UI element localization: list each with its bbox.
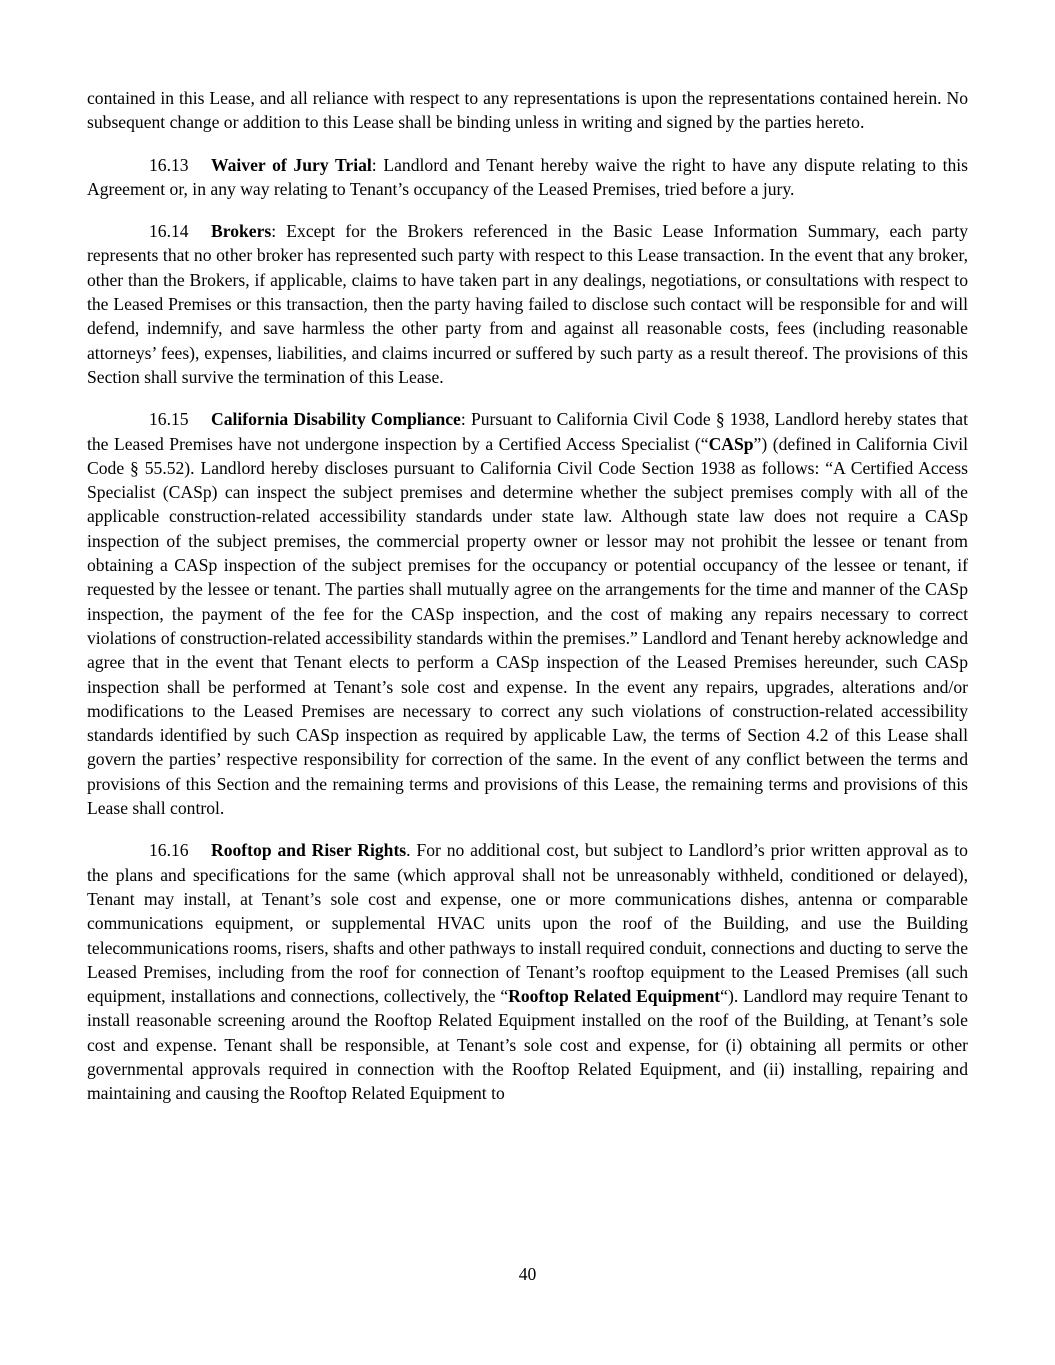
section-body-part-b: ”) (defined in California Civil Code § 55.52). Landlord hereby discloses pursuant to California Civil Code Section 1938 as follows: “A Certified Access Specialist (CASp) can inspect the subject premises and determine whether the subject premises comply with all of the applicable construction-related accessibility standards under state law. Although state law does not require a CASp inspection of the subject premises, the commercial property owner or lessor may not prohibit the lessee or tenant from obtaining a CASp inspection of the subject premises for the occupancy or potential occupancy of the lessee or tenant, if requested by the lessee or tenant. The parties shall mutually agree on the arrangements for the time and manner of the CASp inspection, the payment of the fee for the CASp inspection, and the cost of making any repairs necessary to correct violations of construction-related accessibility standards within the premises.” Landlord and Tenant hereby acknowledge and agree that in the event that Tenant elects to perform a CASp inspection of the Leased Premises hereunder, such CASp inspection shall be performed at Tenant’s sole cost and expense. In the event any repairs, upgrades, alterations and/or modifications to the Leased Premises are necessary to correct any such violations of construction-related accessibility standards identified by such CASp inspection as required by applicable Law, the terms of Section 4.2 of this Lease shall govern the parties’ respective responsibility for correction of the same. In the event of any conflict between the terms and provisions of this Section and the remaining terms and provisions of this Lease, the remaining terms and provisions of this Lease shall control. [87,433,969,819]
section-16-15 [87,407,968,820]
continuation-text: contained in this Lease, and all reliance with respect to any representations is upon the representations contained herein. No subsequent change or addition to this Lease shall be binding unless in writing and signed by the parties hereto. [87,88,968,133]
document-page [87,86,968,1124]
section-number: 16.15 [149,409,189,430]
section-heading: Brokers [211,221,272,242]
section-heading: Waiver of Jury Trial [211,154,372,175]
section-body: Landlord and Tenant hereby waive the right to have any dispute relating to this Agreement or, in any way relating to Tenant’s occupancy of the Leased Premises, tried before a jury. [87,154,968,199]
section-number: 16.16 [149,840,189,861]
section-body-part-a: For no additional cost, but subject to Landlord’s prior written approval as to the plans and specifications for the same (which approval shall not be unreasonably withheld, conditioned or delayed), Tenant may install, at Tenant’s sole cost and expense, one or more communications dishes, antenna or comparable communications equipment, or supplemental HVAC units upon the roof of the Building, and use the Building telecommunications rooms, risers, shafts and other pathways to install required conduit, connections and ducting to serve the Leased Premises, including from the roof for connection of Tenant’s rooftop equipment to the Leased Premises (all such equipment, installations and connections, collectively, the “ [87,840,968,1007]
section-16-13 [87,153,968,202]
section-separator: : [371,154,377,175]
section-16-16 [87,838,968,1105]
section-body: Except for the Brokers referenced in the Basic Lease Information Summary, each party represents that no other broker has represented such party with respect to this Lease transaction. In the event that any broker, other than the Brokers, if applicable, claims to have taken part in any dealings, negotiations, or consultations with respect to the Leased Premises or this transaction, then the party having failed to disclose such contact will be responsible for and will defend, indemnify, and save harmless the other party from and against all reasonable costs, fees (including reasonable attorneys’ fees), expenses, liabilities, and claims incurred or suffered by such party as a result thereof. The provisions of this Section shall survive the termination of this Lease. [87,221,968,387]
section-number: 16.13 [149,154,189,175]
section-separator: : [271,221,277,242]
section-body-part-b: “). Landlord may require Tenant to install reasonable screening around the Rooftop Related Equipment installed on the roof of the Building, at Tenant’s sole cost and expense. Tenant shall be responsible, at Tenant’s sole cost and expense, for (i) obtaining all permits or other governmental approvals required in connection with the Rooftop Related Equipment, and (ii) installing, repairing and maintaining and causing the Rooftop Related Equipment to [87,986,968,1104]
section-separator: . [406,840,411,861]
section-number: 16.14 [149,221,189,242]
section-body-part-a: Pursuant to California Civil Code § 1938, Landlord hereby states that the Leased Premises have not undergone inspection by a Certified Access Specialist (“ [87,409,968,454]
section-heading: Rooftop and Riser Rights [211,840,407,861]
section-separator: : [460,409,466,430]
section-16-14 [87,219,968,389]
defined-term-casp: CASp [708,433,754,454]
continuation-paragraph [87,86,968,135]
defined-term-rooftop-related-equipment: Rooftop Related Equipment [508,986,721,1007]
page-number: 40 [518,1264,537,1284]
section-heading: California Disability Compliance [211,409,461,430]
